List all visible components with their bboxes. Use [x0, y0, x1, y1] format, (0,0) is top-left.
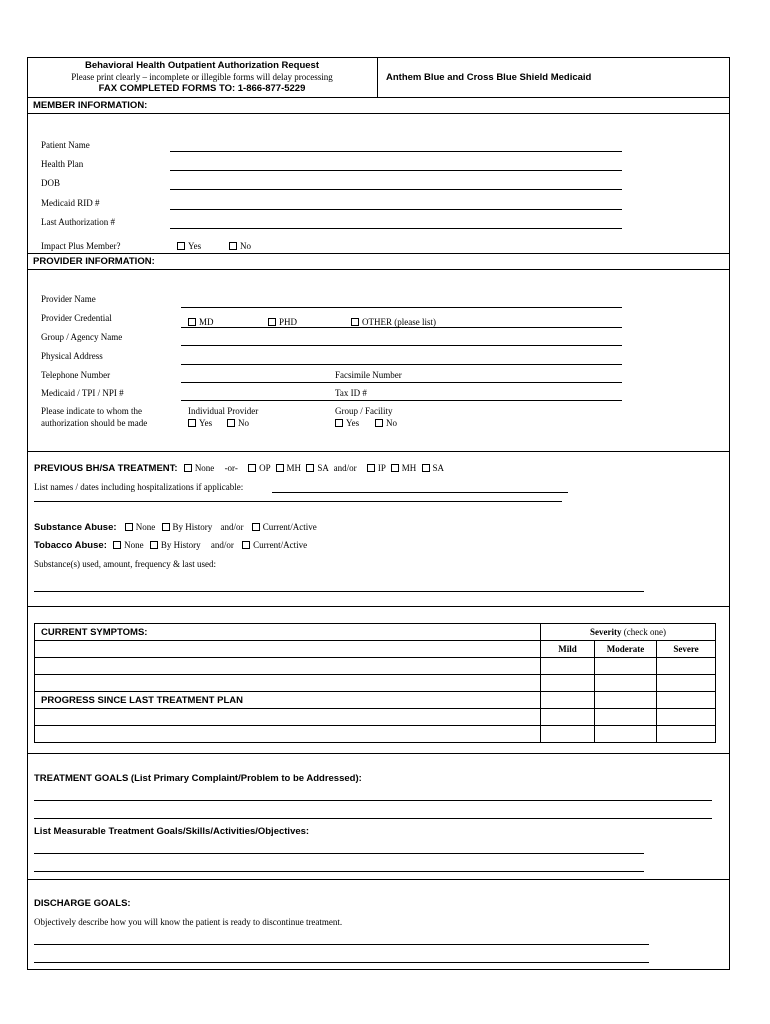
divider	[27, 253, 730, 254]
checkbox[interactable]	[306, 464, 314, 472]
substance-row	[34, 522, 317, 533]
mild-cell[interactable]	[541, 658, 595, 675]
moderate-cell[interactable]	[595, 675, 657, 692]
severe-header: Severe	[657, 641, 716, 658]
moderate-cell[interactable]	[595, 709, 657, 726]
table-row	[35, 675, 716, 692]
credential-phd[interactable]: PHD	[268, 317, 297, 327]
individual-yes[interactable]: Yes	[188, 418, 212, 428]
progress-cell[interactable]	[35, 726, 541, 743]
checkbox[interactable]	[391, 464, 399, 472]
table-row	[35, 658, 716, 675]
health-plan-field[interactable]	[170, 170, 622, 171]
patient-name-label: Patient Name	[41, 140, 90, 150]
checkbox[interactable]	[422, 464, 430, 472]
group-yes[interactable]: Yes	[335, 418, 359, 428]
group-agency-field[interactable]	[181, 345, 622, 346]
substance-andor: and/or	[220, 522, 244, 532]
checkbox[interactable]	[335, 419, 343, 427]
prev-sa[interactable]: SA	[306, 463, 328, 473]
symptom-cell[interactable]	[35, 641, 541, 658]
header-divider	[377, 57, 378, 97]
substance-heading: Substance Abuse:	[34, 522, 117, 533]
measurable-goals-field-2[interactable]	[34, 871, 644, 872]
prev-ip-mh[interactable]: MH	[391, 463, 417, 473]
individual-no[interactable]: No	[227, 418, 249, 428]
mild-cell[interactable]	[541, 726, 595, 743]
prev-andor: and/or	[333, 463, 357, 473]
prev-op[interactable]: OP	[248, 463, 270, 473]
checkbox[interactable]	[227, 419, 235, 427]
discharge-field-2[interactable]	[34, 962, 649, 963]
checkbox[interactable]	[242, 541, 250, 549]
tobacco-none[interactable]: None	[113, 540, 144, 550]
list-names-label: List names / dates including hospitalizations if applicable:	[34, 482, 244, 492]
checkbox[interactable]	[188, 419, 196, 427]
health-plan-label: Health Plan	[41, 159, 84, 169]
checkbox[interactable]	[229, 242, 237, 250]
fax-label: Facsimile Number	[335, 370, 402, 380]
previous-treatment-row	[34, 463, 444, 474]
severe-cell[interactable]	[657, 709, 716, 726]
tobacco-current[interactable]: Current/Active	[242, 540, 307, 550]
divider	[27, 97, 730, 98]
divider	[27, 269, 730, 270]
indicate-label-1: Please indicate to whom the	[41, 406, 142, 416]
checkbox[interactable]	[375, 419, 383, 427]
table-row	[35, 624, 716, 641]
moderate-cell[interactable]	[595, 726, 657, 743]
checkbox[interactable]	[367, 464, 375, 472]
measurable-goals-field-1[interactable]	[34, 853, 644, 854]
substance-current[interactable]: Current/Active	[252, 522, 317, 532]
indicate-label-2: authorization should be made	[41, 418, 148, 428]
severe-cell[interactable]	[657, 726, 716, 743]
provider-credential-label: Provider Credential	[41, 313, 112, 323]
checkbox[interactable]	[276, 464, 284, 472]
checkbox[interactable]	[162, 523, 170, 531]
mild-cell[interactable]	[541, 675, 595, 692]
telephone-fax-field[interactable]	[181, 382, 622, 383]
medicaid-rid-field[interactable]	[170, 209, 622, 210]
table-row	[35, 692, 716, 709]
medicaid-rid-label: Medicaid RID #	[41, 198, 100, 208]
previous-heading: PREVIOUS BH/SA TREATMENT:	[34, 463, 178, 474]
divider	[27, 879, 730, 880]
moderate-cell[interactable]	[595, 692, 657, 709]
last-auth-label: Last Authorization #	[41, 217, 115, 227]
substance-none[interactable]: None	[125, 522, 156, 532]
table-row	[35, 709, 716, 726]
prev-none[interactable]: None	[184, 463, 215, 473]
mild-cell[interactable]	[541, 692, 595, 709]
list-names-field[interactable]	[272, 492, 568, 493]
impact-plus-no[interactable]: No	[229, 241, 251, 251]
fax-instruction: FAX COMPLETED FORMS TO: 1-866-877-5229	[98, 83, 306, 94]
form-subtitle: Please print clearly – incomplete or illegible forms will delay processing	[71, 72, 333, 82]
divider	[27, 113, 730, 114]
last-auth-field[interactable]	[170, 228, 622, 229]
divider	[27, 451, 730, 452]
individual-provider-label: Individual Provider	[188, 406, 259, 416]
prev-ip-sa[interactable]: SA	[422, 463, 445, 473]
progress-cell[interactable]	[35, 709, 541, 726]
table-row	[35, 641, 716, 658]
member-heading: MEMBER INFORMATION:	[33, 100, 148, 111]
symptoms-table	[34, 623, 716, 743]
substance-history[interactable]: By History	[162, 522, 213, 532]
group-agency-label: Group / Agency Name	[41, 332, 123, 342]
severity-header: Severity (check one)	[541, 624, 716, 641]
prev-or: -or-	[224, 463, 238, 473]
telephone-label: Telephone Number	[41, 370, 111, 380]
tobacco-heading: Tobacco Abuse	[34, 540, 104, 551]
symptoms-heading: CURRENT SYMPTOMS:	[35, 624, 541, 641]
severe-cell[interactable]	[657, 658, 716, 675]
measurable-goals-heading: List Measurable Treatment Goals/Skills/Activities/Objectives:	[34, 826, 310, 837]
provider-name-label: Provider Name	[41, 294, 96, 304]
medicaid-tpi-label: Medicaid / TPI / NPI #	[41, 388, 124, 398]
table-row	[35, 726, 716, 743]
credential-md[interactable]: MD	[188, 317, 214, 327]
checkbox[interactable]	[113, 541, 121, 549]
tobacco-history[interactable]: By History	[150, 540, 201, 550]
checkbox[interactable]	[252, 523, 260, 531]
tobacco-row: Tobacco Abuse: None By History and/or Current/Active	[34, 540, 308, 551]
group-no[interactable]: No	[375, 418, 397, 428]
dob-label: DOB	[41, 178, 61, 188]
impact-plus-yes[interactable]: Yes	[177, 241, 201, 251]
discharge-text: Objectively describe how you will know the patient is ready to discontinue treatment.	[34, 917, 343, 927]
provider-name-field[interactable]	[181, 307, 622, 308]
divider	[27, 606, 730, 607]
severe-cell[interactable]	[657, 692, 716, 709]
substances-used-field[interactable]	[34, 591, 644, 592]
checkbox[interactable]	[125, 523, 133, 531]
discharge-heading: DISCHARGE GOALS:	[34, 898, 131, 909]
mild-cell[interactable]	[541, 709, 595, 726]
group-facility-label: Group / Facility	[335, 406, 393, 416]
symptom-cell[interactable]	[35, 658, 541, 675]
credential-other[interactable]: OTHER (please list)	[351, 317, 436, 327]
dob-field[interactable]	[170, 189, 622, 190]
impact-plus-label: Impact Plus Member?	[41, 241, 121, 251]
moderate-header: Moderate	[595, 641, 657, 658]
checkbox[interactable]	[177, 242, 185, 250]
discharge-field-1[interactable]	[34, 944, 649, 945]
checkbox[interactable]	[150, 541, 158, 549]
checkbox[interactable]	[188, 318, 196, 326]
substances-used-label: Substance(s) used, amount, frequency & last used:	[34, 559, 216, 569]
physical-address-label: Physical Address	[41, 351, 103, 361]
physical-address-field[interactable]	[181, 364, 622, 365]
checkbox[interactable]	[351, 318, 359, 326]
checkbox[interactable]	[248, 464, 256, 472]
symptom-cell[interactable]	[35, 675, 541, 692]
progress-heading: PROGRESS SINCE LAST TREATMENT PLAN	[35, 692, 541, 709]
divider	[27, 753, 730, 754]
medicaid-tax-field[interactable]	[181, 400, 622, 401]
form-title: Behavioral Health Outpatient Authorization Request	[84, 60, 319, 71]
treatment-goals-field-2[interactable]	[34, 818, 712, 819]
tax-id-label: Tax ID #	[335, 388, 367, 398]
tobacco-andor: and/or	[210, 540, 234, 550]
severe-cell[interactable]	[657, 675, 716, 692]
provider-credential-field[interactable]	[181, 327, 622, 328]
list-names-field-2[interactable]	[34, 501, 562, 502]
treatment-goals-field-1[interactable]	[34, 800, 712, 801]
treatment-goals-heading: TREATMENT GOALS (List Primary Complaint/Problem to be Addressed):	[34, 773, 362, 784]
patient-name-field[interactable]	[170, 151, 622, 152]
prev-mh[interactable]: MH	[276, 463, 302, 473]
moderate-cell[interactable]	[595, 658, 657, 675]
checkbox[interactable]	[268, 318, 276, 326]
prev-ip[interactable]: IP	[367, 463, 386, 473]
mild-header: Mild	[541, 641, 595, 658]
checkbox[interactable]	[184, 464, 192, 472]
plan-name: Anthem Blue and Cross Blue Shield Medicaid	[386, 72, 592, 83]
provider-heading: PROVIDER INFORMATION:	[33, 256, 155, 267]
